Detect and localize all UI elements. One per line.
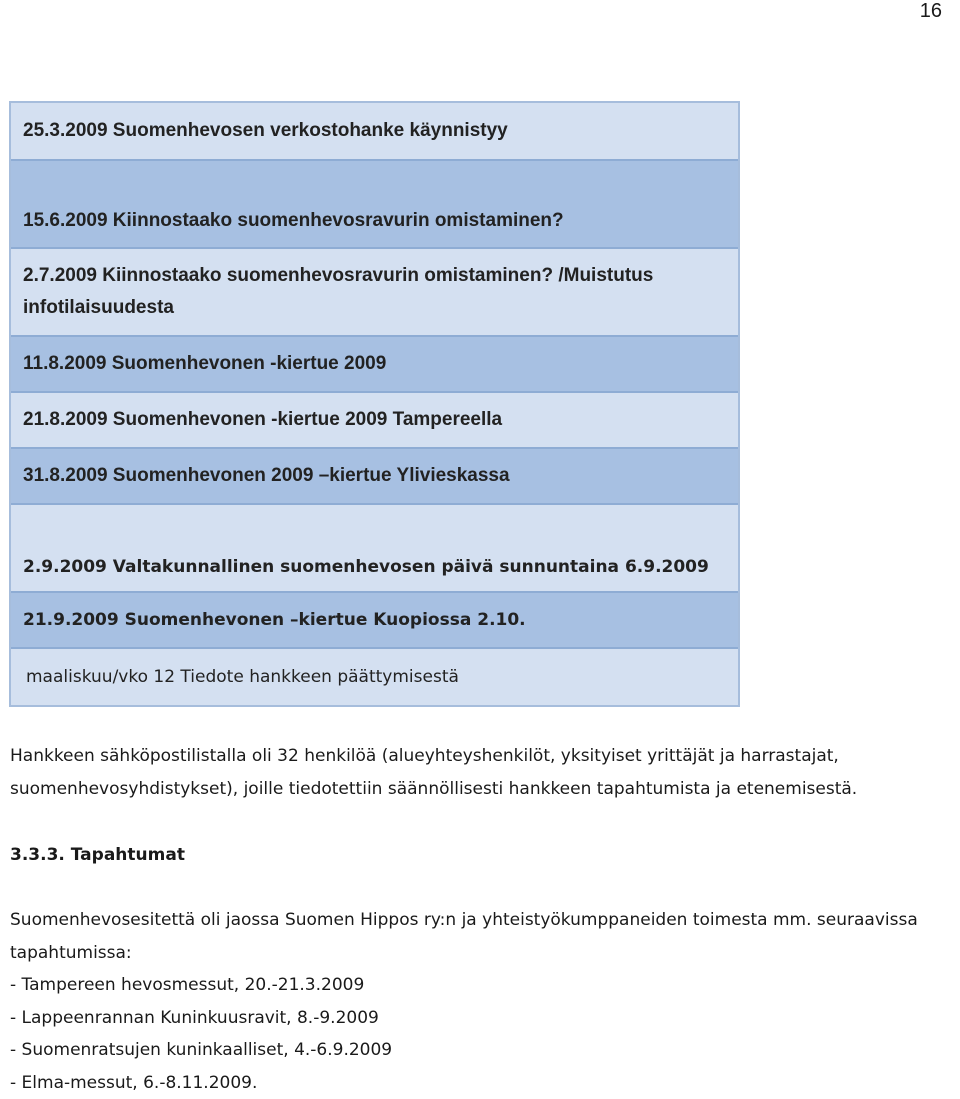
page-number: 16 <box>920 0 942 22</box>
events-intro-paragraph: Suomenhevosesitettä oli jaossa Suomen Hippos ry:n ja yhteistyökumppaneiden toimesta mm. seuraavissa tapahtumissa: <box>10 904 955 969</box>
news-items-table <box>9 101 740 707</box>
event-list-item: - Lappeenrannan Kuninkuusravit, 8.-9.2009 <box>10 1002 955 1035</box>
news-item: 25.3.2009 Suomenhevosen verkostohanke käynnistyy <box>11 103 738 161</box>
event-list-item: - Tampereen hevosmessut, 20.-21.3.2009 <box>10 969 955 1002</box>
news-item: 21.9.2009 Suomenhevonen –kiertue Kuopiossa 2.10. <box>11 593 738 649</box>
event-list <box>10 969 955 1099</box>
news-item: 31.8.2009 Suomenhevonen 2009 –kiertue Ylivieskassa <box>11 449 738 505</box>
news-item: 2.9.2009 Valtakunnallinen suomenhevosen päivä sunnuntaina 6.9.2009 <box>11 505 738 593</box>
mailing-list-paragraph: Hankkeen sähköpostilistalla oli 32 henkilöä (alueyhteyshenkilöt, yksityiset yrittäjät ja harrastajat, suomenhevosyhdistykset), joille tiedotettiin säännöllisesti hankkeen tapahtumista ja etenemisestä. <box>10 740 955 805</box>
news-item: 15.6.2009 Kiinnostaako suomenhevosravurin omistaminen? <box>11 161 738 249</box>
news-item: 11.8.2009 Suomenhevonen -kiertue 2009 <box>11 337 738 393</box>
news-item: 2.7.2009 Kiinnostaako suomenhevosravurin omistaminen? /Muistutus infotilaisuudesta <box>11 249 738 337</box>
event-list-item: - Suomenratsujen kuninkaalliset, 4.-6.9.2009 <box>10 1034 955 1067</box>
events-section <box>10 904 955 1099</box>
event-list-item: - Elma-messut, 6.-8.11.2009. <box>10 1067 955 1099</box>
news-item: 21.8.2009 Suomenhevonen -kiertue 2009 Tampereella <box>11 393 738 449</box>
news-item: maaliskuu/vko 12 Tiedote hankkeen päättymisestä <box>11 649 738 705</box>
section-heading: 3.3.3. Tapahtumat <box>10 839 185 871</box>
